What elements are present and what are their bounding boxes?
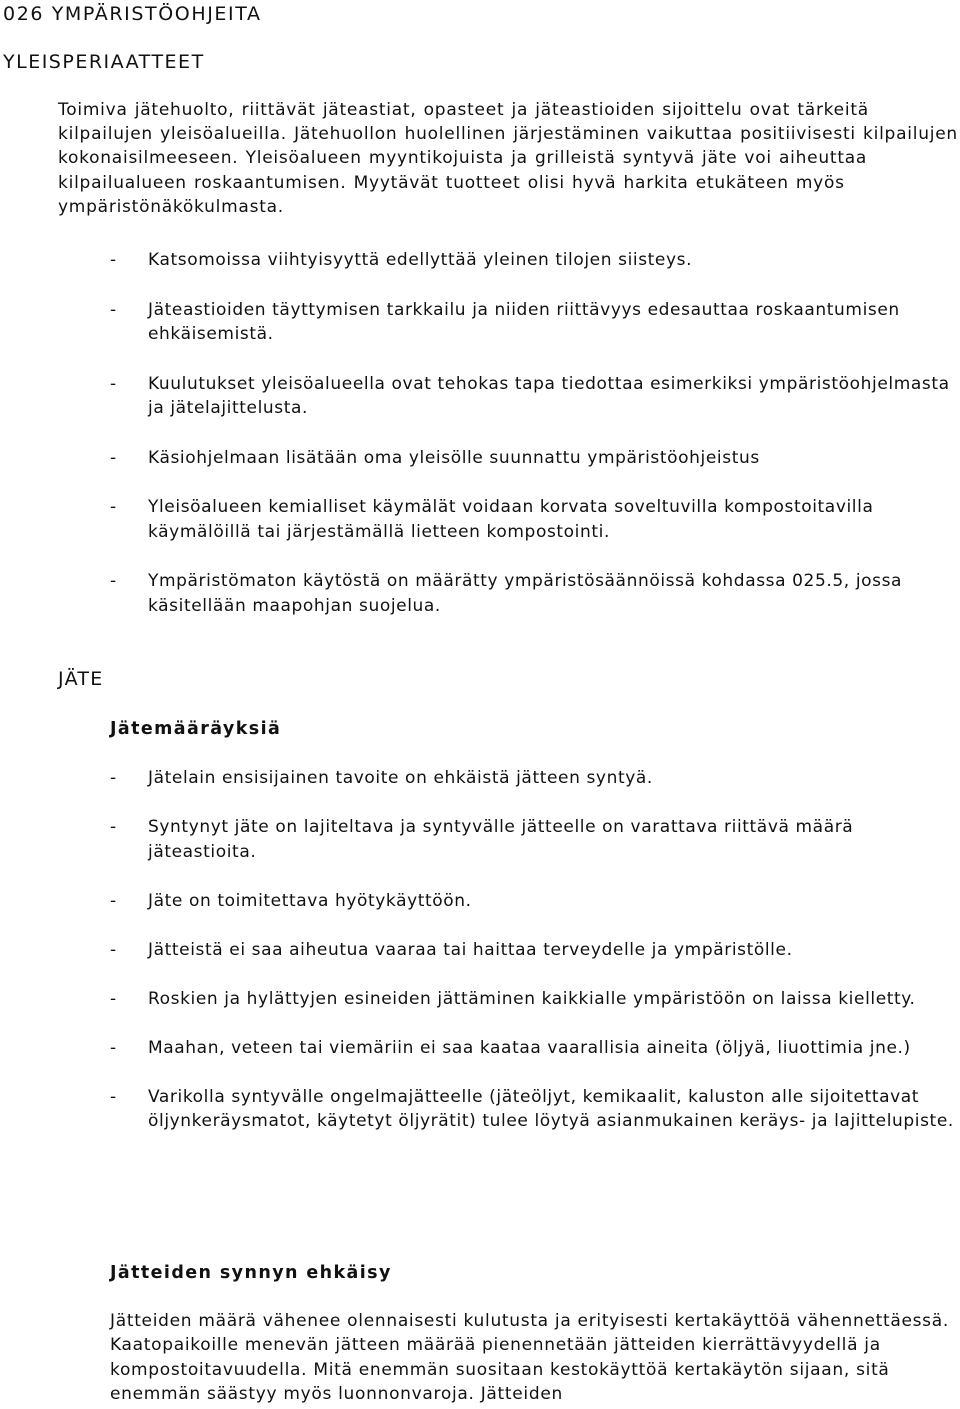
section-heading-general-principles: YLEISPERIAATTEET (3, 51, 205, 73)
bullet-dash: - (110, 571, 117, 591)
list-item-text: Jäte on toimitettava hyötykäyttöön. (148, 890, 472, 911)
list-item-text: Syntynyt jäte on lajiteltava ja syntyvälle jätteelle on varattava riittävä määrä jäteastioita. (148, 817, 854, 862)
list-item (110, 569, 960, 618)
list-item-text: Jätelain ensisijainen tavoite on ehkäistä jätteen syntyä. (148, 768, 653, 788)
list-item (110, 446, 960, 471)
list-item-text: Käsiohjelmaan lisätään oma yleisölle suunnattu ympäristöohjeistus (148, 447, 760, 468)
list-item (110, 766, 960, 791)
subheading-regulations: Jätemääräyksiä (110, 719, 282, 739)
bullet-dash: - (110, 890, 117, 911)
bullet-dash: - (110, 250, 117, 270)
list-item-text: Jäteastioiden täyttymisen tarkkailu ja niiden riittävyys edesauttaa roskaantumisen ehkäisemistä. (148, 299, 900, 344)
list-item (110, 248, 960, 273)
bullet-dash: - (110, 988, 117, 1009)
bullet-dash: - (110, 447, 117, 468)
document-title: 026 YMPÄRISTÖOHJEITA (3, 3, 262, 25)
list-item (110, 1036, 960, 1061)
bullet-dash: - (110, 1086, 117, 1107)
bullet-dash: - (110, 939, 117, 960)
bullet-dash: - (110, 768, 117, 788)
list-item (110, 298, 960, 347)
list-item (110, 495, 960, 544)
list-item (110, 815, 960, 864)
list-item-text: Roskien ja hylättyjen esineiden jättäminen kaikkialle ympäristöön on laissa kielletty. (148, 988, 916, 1009)
list-item-text: Ympäristömaton käytöstä on määrätty ympäristösäännöissä kohdassa 025.5, jossa käsitellään maapohjan suojelua. (148, 571, 903, 616)
intro-paragraph: Toimiva jätehuolto, riittävät jäteastiat, opasteet ja jäteastioiden sijoittelu ovat tärkeitä kilpailujen yleisöalueilla. Jätehuollon huolellinen järjestäminen vaikuttaa positiivisesti kilpailujen kokonaisilmeeseen. Yleisöalueen myyntikojuista ja grilleistä syntyvä jäte voi aiheuttaa kilpailualueen roskaantumisen. Myytävät tuotteet olisi hyvä harkita etukäteen myös ympäristönäkökulmasta. (58, 100, 958, 217)
section-heading-waste: JÄTE (58, 668, 104, 690)
list-item-text: Varikolla syntyvälle ongelmajätteelle (jäteöljyt, kemikaalit, kaluston alle sijoitettavat öljynkeräysmatot, käytetyt öljyrätit) tulee löytyä asianmukainen keräys- ja lajittelupiste. (148, 1086, 954, 1131)
list-item (110, 1085, 960, 1134)
list-item (110, 987, 960, 1012)
list-item-text: Jätteistä ei saa aiheutua vaaraa tai haittaa terveydelle ja ympäristölle. (148, 939, 793, 960)
bullet-dash: - (110, 497, 117, 517)
list-item (110, 889, 960, 914)
bullet-dash: - (110, 373, 117, 394)
regulation-bullet-list (110, 766, 960, 1158)
bullet-dash: - (110, 299, 117, 320)
list-item-text: Maahan, veteen tai viemäriin ei saa kaataa vaarallisia aineita (öljyä, liuottimia jne.) (148, 1037, 911, 1058)
list-item (110, 372, 960, 421)
general-bullet-list (110, 248, 960, 643)
list-item-text: Katsomoissa viihtyisyyttä edellyttää yleinen tilojen siisteys. (148, 250, 693, 270)
prevention-paragraph: Jätteiden määrä vähenee olennaisesti kulutusta ja erityisesti kertakäyttöä vähennettäessä. Kaatopaikoille menevän jätteen määrää pienennetään jätteiden kierrättävyydellä ja kompostoitavuudella. Mitä enemmän suositaan kestokäyttöä kertakäytön sijaan, sitä enemmän säästyy myös luonnonvaroja. Jätteiden (110, 1311, 949, 1405)
bullet-dash: - (110, 1037, 117, 1058)
list-item-text: Kuulutukset yleisöalueella ovat tehokas tapa tiedottaa esimerkiksi ympäristöohjelmasta ja jätelajittelusta. (148, 373, 950, 418)
list-item-text: Yleisöalueen kemialliset käymälät voidaan korvata soveltuvilla kompostoitavilla käymälöillä tai järjestämällä lietteen kompostointi. (148, 497, 874, 542)
subheading-waste-prevention: Jätteiden synnyn ehkäisy (110, 1263, 392, 1283)
list-item (110, 938, 960, 963)
bullet-dash: - (110, 817, 117, 837)
